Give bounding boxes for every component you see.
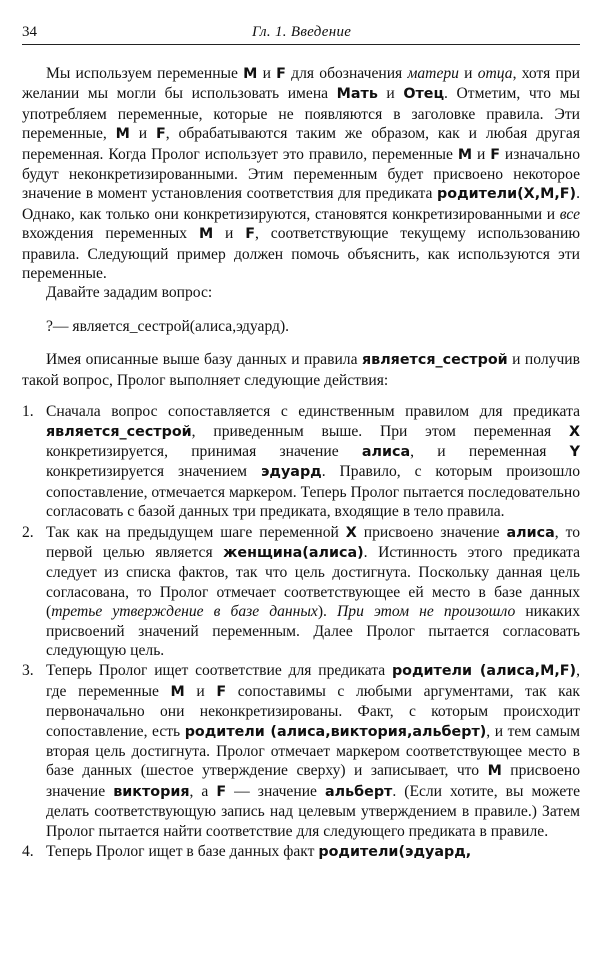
paragraph-ask: Давайте зададим вопрос: (46, 284, 213, 302)
page-content (22, 64, 580, 862)
list-item: 1. Сначала вопрос сопоставляется с единственным правилом для предиката является_сестрой, приведенным выше. При этом переменная X конкретизируется, принимая значение алиса, и переменная Y конкретизируется значением эдуард. Правило, с которым произошло сопоставление, отмечается маркером. Теперь Пролог пытается последовательно согласовать с базой данных три предиката, входящие в тело правила. (22, 403, 581, 521)
running-title: Гл. 1. Введение (252, 24, 352, 40)
steps-list (22, 402, 580, 862)
page-number: 34 (22, 24, 37, 40)
page-header (22, 0, 580, 46)
list-item: 2. Так как на предыдущем шаге переменной X присвоено значение алиса, то первой целью является женщина(алиса). Истинность этого предиката следует из списка фактов, так что цель достигнута. Поскольку данная цель согласована, то Пролог отмечает соответствующее ей место в базе данных (третье утверждение в базе данных). При этом не произошло никаких присвоений значений переменным. Далее Пролог пытается согласовать следующую цель. (22, 523, 581, 659)
list-item: 4. Теперь Пролог ищет в базе данных факт родители(эдуард, (22, 843, 472, 861)
paragraph-variables: Мы используем переменные M и F для обозначения матери и отца, хотя при желании мы могли бы использовать имена Мать и Отец. Отметим, что мы употребляем переменные, которые не появляются в заголовке правила. Эти переменные, M и F, обрабатываются таким же образом, как и любая другая переменная. Когда Пролог использует это правило, переменные M и F изначально будут неконкретизированными. Этим переменным будет присвоено некоторое значение в момент установления соответствия для предиката родители(X,M,F). Однако, как только они конкретизируются, становятся конкретизированными и все вхождения переменных M и F, соответствующие текущему использованию правила. Следующий пример должен помочь объяснить, как используются эти переменные. (22, 65, 580, 283)
paragraph-actions: Имея описанные выше базу данных и правила является_сестрой и получив такой вопрос, Пролог выполняет следующие действия: (22, 351, 580, 389)
list-item: 3. Теперь Пролог ищет соответствие для предиката родители (алиса,M,F), где переменные M и F сопоставимы с любыми аргументами, так как первоначально они неконкретизированы. Факт, с которым происходит сопоставление, есть родители (алиса,виктория,альберт), и тем самым вторая цель достигнута. Пролог отмечает маркером соответствующее место в базе данных (шестое утверждение сверху) и записывает, что M присвоено значение виктория, а F — значение альберт. (Если хотите, вы можете делать соответствующую запись над целевым утверждением в правиле.) Затем Пролог пытается найти соответствие для следующего предиката в правиле. (22, 662, 581, 840)
query-example: ?— является_сестрой(алиса,эдуард). (46, 317, 290, 335)
header-rule (22, 44, 580, 45)
